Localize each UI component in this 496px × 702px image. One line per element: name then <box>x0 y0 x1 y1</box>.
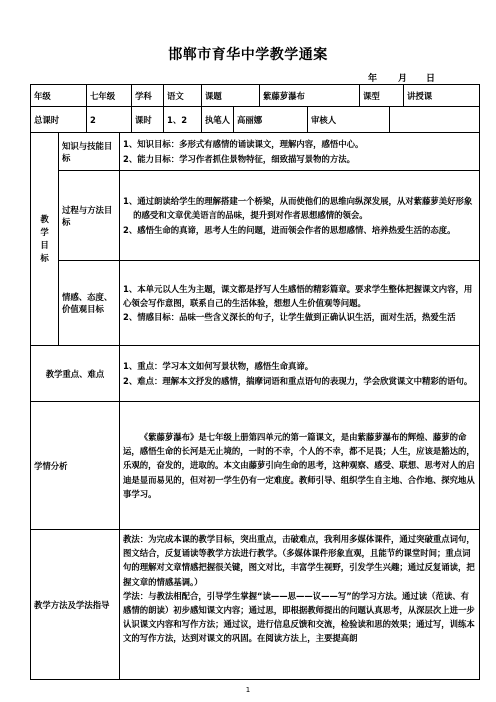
goal-row-emotion <box>31 261 480 346</box>
teacher-label: 执笔人 <box>202 107 234 133</box>
type-label: 课型 <box>360 85 404 107</box>
methods-label: 教学方法及学法指导 <box>31 530 120 680</box>
reviewer-label: 审核人 <box>308 107 390 133</box>
process-goal-line-1: 1、通过朗读给学生的理解搭建一个桥梁，从而使他们的思维向纵深发展，从对紫藤萝美好形象的感受和文章优美语言的品味，提升到对作者思想感情的领会。 <box>123 196 473 221</box>
lesson-plan-table <box>30 84 480 680</box>
emotion-goal-label: 情感、态度、价值观目标 <box>59 261 120 346</box>
page-number: 1 <box>245 686 251 694</box>
period-value: 1、2 <box>164 107 202 133</box>
reviewer-value <box>390 107 480 133</box>
goal-row-process <box>31 171 480 261</box>
teacher-value: 高丽娜 <box>234 107 308 133</box>
date-month-label: 月 <box>398 74 408 84</box>
methods-learning: 学法：与教法相配合，引导学生掌握“读——思——议——写”的学习方法。通过读（范读、有感情的朗读）初步感知课文内容；通过思，即根据教师提出的问题认真思考，从深层次上进一步认识课文内容和写作方法；通过议，进行信息反馈和交流，检验读和思的效果；通过写，训练本文的写作方法，达到对课文的巩固。在阅读方法上，主要提高朗 <box>123 590 475 644</box>
date-day-label: 日 <box>426 74 436 84</box>
analysis-label: 学情分析 <box>31 402 120 530</box>
goals-label-char-4: 标 <box>40 253 49 263</box>
process-goal-label: 过程与方法目标 <box>59 171 120 261</box>
header-row-2 <box>31 107 480 133</box>
total-label: 总课时 <box>31 107 87 133</box>
type-value: 讲授课 <box>404 85 480 107</box>
subject-value: 语文 <box>164 85 202 107</box>
methods-content <box>120 530 480 680</box>
key-points-content <box>120 346 480 402</box>
process-goal-content <box>120 171 480 261</box>
emotion-goal-line-2: 2、情感目标：品味一些含义深长的句子，让学生做到正确认识生活，面对生活，热爱生活 <box>123 312 456 323</box>
goals-label <box>31 133 59 346</box>
process-goal-line-2: 2、感悟生命的真谛，思考人生的问题，进而领会作者的思想感情、培养热爱生活的态度。 <box>123 224 456 235</box>
period-label: 课时 <box>132 107 164 133</box>
goal-row-knowledge <box>31 133 480 171</box>
analysis-content <box>120 402 480 530</box>
goals-label-char-1: 教 <box>40 214 49 224</box>
knowledge-goal-line-1: 1、知识目标：多形式有感情的诵读课文，理解内容，感悟中心。 <box>123 139 364 150</box>
emotion-goal-line-1: 1、本单元以人生为主题，课文都是抒写人生感悟的精彩篇章。要求学生整体把握课文内容，用心领会写作意图，联系自己的生活体验，想想人生价值观等问题。 <box>123 283 473 308</box>
grade-label: 年级 <box>31 85 87 107</box>
document-title: 邯郸市育华中学教学通案 <box>168 47 328 63</box>
emotion-goal-content <box>120 261 480 346</box>
topic-value: 紫藤萝瀑布 <box>260 85 360 107</box>
key-points-row <box>31 346 480 402</box>
key-point-line-2: 2、难点：理解本文抒发的感情，揣摩词语和重点语句的表现力，学会欣赏课文中精彩的语句。 <box>123 375 473 386</box>
total-value: 2 <box>87 107 132 133</box>
analysis-row <box>31 402 480 530</box>
analysis-text: 《紫藤萝瀑布》是七年级上册第四单元的第一篇课文，是由紫藤萝瀑布的辉煌、藤萝的命运，感悟生命的长河是无止境的，一时的不幸，个人的不幸，都不足畏；人生，应该是豁达的，乐观的，奋发的，进取的。本文由藤萝引向生命的思考，这种观察、感受、联想、思考对人的启迪是显而易见的，但对初一学生仍有一定难度。教师引导、组织学生自主地、合作地、探究地从事学习。 <box>123 431 475 499</box>
key-points-label: 教学重点、难点 <box>31 346 120 402</box>
knowledge-goal-content <box>120 133 480 171</box>
header-row-1 <box>31 85 480 107</box>
key-point-line-1: 1、重点：学习本文如何写景状物，感悟生命真谛。 <box>123 361 314 372</box>
knowledge-goal-label: 知识与技能目标 <box>59 133 120 171</box>
date-year-label: 年 <box>368 74 378 84</box>
subject-label: 学科 <box>132 85 164 107</box>
goals-label-char-3: 目 <box>40 240 49 250</box>
knowledge-goal-line-2: 2、能力目标：学习作者抓住景物特征，细致描写景物的方法。 <box>123 153 355 164</box>
topic-label: 课题 <box>202 85 260 107</box>
methods-teaching: 教法：为完成本课的教学目标，突出重点，击破难点，我利用多媒体课件，通过突破重点词句，图文结合，反复诵读等教学方法进行教学。（多媒体课件形象直观，且能节约课堂时间；重点词句的理解对文章情感把握很关键，图文对比，丰富学生视野，引发学生兴趣；通过反复诵读，把握文章的情感基调。） <box>123 534 475 587</box>
methods-row <box>31 530 480 680</box>
goals-label-char-2: 学 <box>40 227 49 237</box>
grade-value: 七年级 <box>87 85 132 107</box>
